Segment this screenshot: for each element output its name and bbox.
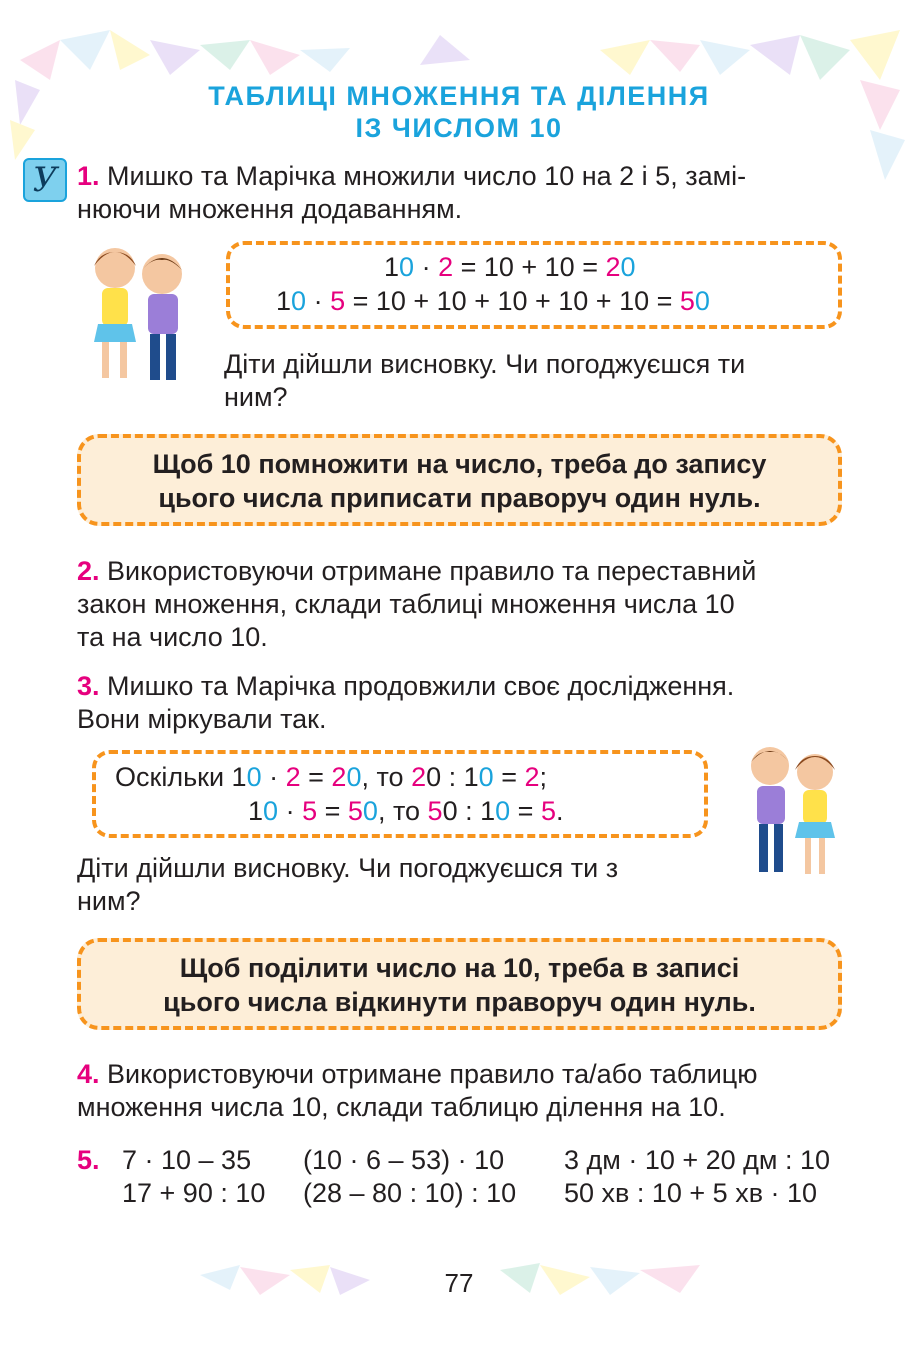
eq1-factor: 2	[438, 252, 454, 282]
task4-text	[77, 1058, 842, 1124]
e1-d1: 2	[411, 762, 427, 792]
task1-number: 1.	[77, 161, 100, 191]
page-title	[0, 80, 918, 144]
rule1-line1: Щоб 10 помножити на число, треба до запису	[152, 449, 767, 479]
task4-line1: Використовуючи отримане правило та/або таблицю	[107, 1059, 758, 1089]
e2-a1: 1	[248, 796, 264, 826]
eq2-digit: 1	[276, 286, 292, 316]
task3-text	[77, 670, 842, 736]
e1-d2: 0	[426, 762, 442, 792]
task2-line1: Використовуючи отримане правило та переставний	[107, 556, 757, 586]
task1-equation-2	[276, 284, 710, 318]
task1-equation-1	[384, 250, 636, 284]
e2-e2: 0	[495, 796, 511, 826]
eq1-op: ·	[414, 252, 439, 282]
e2-end: .	[555, 796, 564, 826]
eq1-digit: 1	[384, 252, 400, 282]
eq1-sum: = 10 + 10 =	[453, 252, 606, 282]
task5-col2	[303, 1144, 516, 1210]
task2-number: 2.	[77, 556, 100, 586]
title-line-1: ТАБЛИЦІ МНОЖЕННЯ ТА ДІЛЕННЯ	[208, 81, 710, 111]
eq2-result-digit: 5	[679, 286, 695, 316]
e1-end: ;	[539, 762, 548, 792]
task4-number: 4.	[77, 1059, 100, 1089]
task1-question-line2: ним?	[224, 382, 288, 412]
eq1-result-zero: 0	[620, 252, 636, 282]
e1-a2: 0	[246, 762, 262, 792]
e1-op: ·	[261, 762, 286, 792]
task3-question	[77, 852, 719, 918]
e2-op: ·	[278, 796, 303, 826]
task5-col1	[122, 1144, 265, 1210]
task5-expr: 3 дм · 10 + 20 дм : 10	[564, 1145, 831, 1175]
rule-box-multiplication	[77, 434, 842, 526]
page-number: 77	[444, 1268, 474, 1298]
eq2-op: ·	[306, 286, 331, 316]
title-line-2: ІЗ ЧИСЛОМ 10	[355, 113, 563, 143]
e2-b: 5	[302, 796, 318, 826]
e1-eq: =	[300, 762, 332, 792]
task-marker-badge: У	[23, 158, 67, 202]
task5-expr: (28 – 80 : 10) : 10	[303, 1178, 517, 1208]
children-illustration-1	[70, 238, 210, 388]
eq2-zero: 0	[291, 286, 307, 316]
task3-number: 3.	[77, 671, 100, 701]
task5-expr: 50 хв : 10 + 5 хв · 10	[564, 1178, 818, 1208]
e2-eq2: =	[510, 796, 541, 826]
eq1-zero: 0	[399, 252, 415, 282]
task3-line1: Мишко та Марічка продовжили своє дослідження.	[107, 671, 735, 701]
e2-to: , то	[377, 796, 428, 826]
task1-question	[224, 348, 842, 414]
e2-a2: 0	[263, 796, 279, 826]
e1-to: , то	[361, 762, 412, 792]
e2-d2: 0	[442, 796, 458, 826]
e2-res: 5	[540, 796, 556, 826]
task2-line2: закон множення, склади таблиці множення числа 10	[77, 589, 735, 619]
task2-text	[77, 555, 842, 654]
task3-question-line2: ним?	[77, 886, 141, 916]
task3-question-line1: Діти дійшли висновку. Чи погоджуєшся ти з	[77, 853, 619, 883]
eq2-result-zero: 0	[694, 286, 710, 316]
rule1-line2: цього числа приписати праворуч один нуль.	[158, 483, 761, 513]
e2-e1: 1	[480, 796, 496, 826]
task5-expr: (10 · 6 – 53) · 10	[303, 1145, 505, 1175]
e2-eq: =	[317, 796, 348, 826]
e2-r1: 5	[347, 796, 363, 826]
task1-line1: Мишко та Марічка множили число 10 на 2 і 5, замі-	[107, 161, 747, 191]
e2-div: :	[457, 796, 481, 826]
task3-equation-2	[248, 794, 564, 828]
task5-expr: 7 · 10 – 35	[122, 1145, 252, 1175]
e1-r2: 0	[346, 762, 362, 792]
task4-line2: множення числа 10, склади таблицю ділення на 10.	[77, 1092, 726, 1122]
children-illustration-2	[735, 738, 845, 883]
eq1-result-digit: 2	[605, 252, 621, 282]
e1-a1: 1	[231, 762, 247, 792]
e1-e1: 1	[463, 762, 479, 792]
eq2-factor: 5	[330, 286, 346, 316]
rule-box-division	[77, 938, 842, 1030]
e1-eq2: =	[493, 762, 525, 792]
e1-r1: 2	[331, 762, 347, 792]
task3-line2: Вони міркували так.	[77, 704, 327, 734]
task1-question-line1: Діти дійшли висновку. Чи погоджуєшся ти	[224, 349, 746, 379]
e1-res: 2	[524, 762, 540, 792]
task2-line3: та на число 10.	[77, 622, 268, 652]
task1-text	[77, 160, 842, 226]
task5-expr: 17 + 90 : 10	[122, 1178, 266, 1208]
task3-equation-1	[115, 760, 547, 794]
rule2-line2: цього числа відкинути праворуч один нуль.	[163, 987, 756, 1017]
e2-d1: 5	[427, 796, 443, 826]
task5-number: 5.	[77, 1145, 100, 1175]
task5-col3	[564, 1144, 830, 1210]
e2-r2: 0	[362, 796, 378, 826]
e1-div: :	[441, 762, 464, 792]
e1-b: 2	[285, 762, 301, 792]
e1-e2: 0	[478, 762, 494, 792]
eq2-sum: = 10 + 10 + 10 + 10 + 10 =	[345, 286, 680, 316]
rule2-line1: Щоб поділити число на 10, треба в записі	[179, 953, 740, 983]
task3-prefix: Оскільки	[115, 762, 232, 792]
task1-line2: нюючи множення додаванням.	[77, 194, 463, 224]
